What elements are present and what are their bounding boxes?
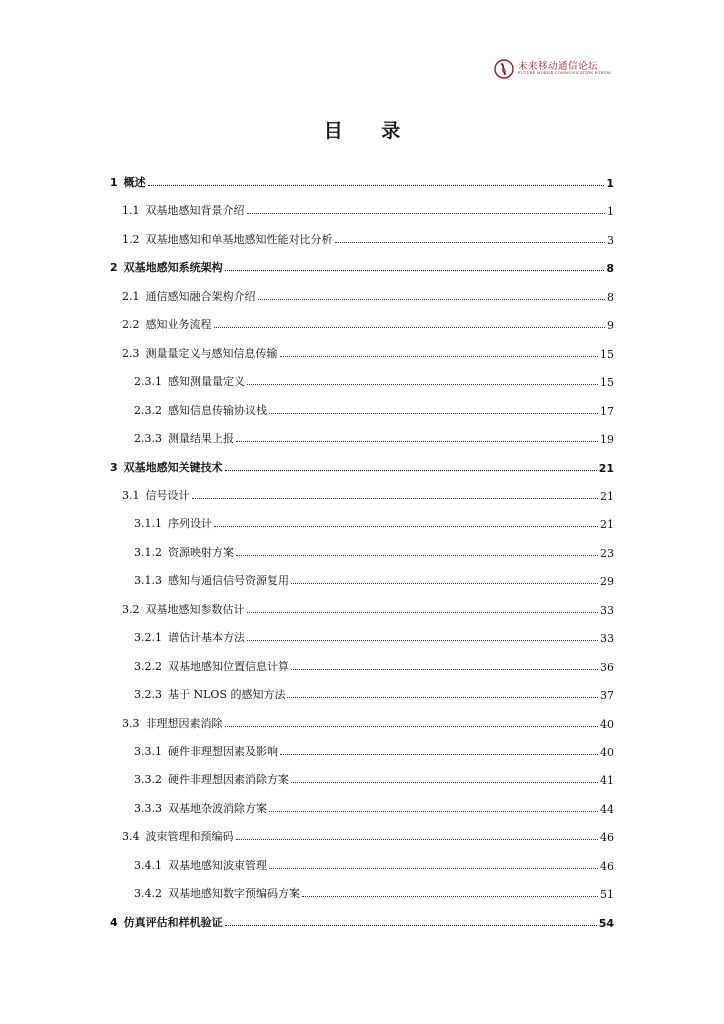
- toc-dot-leader: [236, 441, 598, 442]
- toc-entry-label: 信号设计: [145, 488, 190, 502]
- toc-entry-page: 21: [598, 461, 614, 475]
- toc-entry-label: 资源映射方案: [168, 545, 234, 559]
- toc-entry-label: 感知业务流程: [145, 318, 212, 332]
- toc-entry-number: 3.1.3: [134, 574, 162, 588]
- toc-dot-leader: [269, 811, 598, 812]
- toc-entry-number: 3.3.3: [134, 801, 162, 815]
- toc-dot-leader: [269, 413, 598, 414]
- toc-entry[interactable]: [110, 453, 614, 475]
- toc-entry-page: 46: [600, 831, 614, 845]
- toc-entry[interactable]: [110, 908, 614, 930]
- toc-entry-label: 双基地感知关键技术: [123, 460, 223, 474]
- toc-entry-label: 仿真评估和样机验证: [123, 915, 223, 929]
- toc-dot-leader: [280, 754, 598, 755]
- toc-entry-page: 21: [600, 518, 614, 532]
- toc-entry-label: 双基地感知波束管理: [168, 858, 267, 872]
- toc-entry[interactable]: [134, 680, 614, 702]
- toc-entry-page: 23: [600, 546, 614, 560]
- toc-entry-number: 3.4: [122, 830, 140, 844]
- toc-dot-leader: [280, 356, 599, 357]
- toc-entry-label: 感知测量量定义: [168, 375, 245, 389]
- toc-entry-title: [134, 572, 291, 588]
- toc-entry-title: [134, 629, 247, 645]
- toc-entry[interactable]: [134, 794, 614, 816]
- toc-entry-number: 4: [110, 915, 118, 929]
- toc-entry-label: 概述: [123, 176, 146, 189]
- toc-dot-leader: [291, 782, 598, 783]
- toc-entry-page: 8: [607, 290, 614, 304]
- toc-dot-leader: [258, 299, 606, 300]
- toc-entry-number: 3.3.1: [134, 745, 162, 758]
- toc-entry-title: [134, 515, 214, 531]
- toc-entry-title: [122, 202, 247, 218]
- toc-dot-leader: [291, 669, 598, 670]
- toc-entry-page: 15: [600, 347, 614, 361]
- toc-entry-label: 谱估计基本方法: [168, 631, 245, 645]
- toc-entry-title: [122, 828, 236, 844]
- toc-entry[interactable]: [134, 737, 614, 759]
- forum-logo: [494, 58, 614, 80]
- toc-entry-page: 40: [600, 717, 614, 731]
- toc-dot-leader: [148, 185, 605, 186]
- toc-entry[interactable]: [122, 310, 614, 332]
- toc-entry[interactable]: [134, 509, 614, 531]
- toc-entry-title: [134, 743, 280, 759]
- toc-entry-title: [122, 487, 192, 503]
- toc-entry-page: 3: [607, 233, 614, 247]
- toc-entry-number: 1.1: [122, 204, 140, 218]
- toc-entry-page: 51: [600, 888, 614, 902]
- toc-entry-page: 33: [600, 632, 614, 646]
- toc-entry-title: [134, 771, 291, 787]
- toc-entry-page: 44: [600, 802, 614, 816]
- toc-entry-label: 测量结果上报: [168, 432, 234, 446]
- toc-entry-number: 3.3.2: [134, 773, 162, 787]
- toc-entry-title: [134, 857, 269, 873]
- toc-dot-leader: [225, 470, 597, 471]
- toc-entry-page: 19: [600, 433, 614, 447]
- toc-entry-title: [134, 686, 287, 702]
- toc-entry-label: 双基地感知数字预编码方案: [168, 887, 300, 901]
- toc-entry-number: 2.2: [122, 318, 140, 332]
- toc-entry[interactable]: [122, 339, 614, 361]
- toc-entry-title: [134, 885, 302, 901]
- toc-entry-number: 3.1.2: [134, 545, 162, 559]
- toc-entry-page: 36: [600, 660, 614, 674]
- toc-entry-title: [122, 345, 280, 361]
- toc-entry-title: [122, 601, 247, 617]
- toc-entry-label: 硬件非理想因素消除方案: [168, 773, 289, 787]
- toc-dot-leader: [214, 526, 598, 527]
- toc-entry-title: [134, 800, 269, 816]
- toc-entry-title: [110, 914, 225, 930]
- toc-entry-number: 3.4.2: [134, 887, 162, 901]
- toc-entry-number: 3.1: [122, 488, 140, 502]
- toc-entry-label: 双基地感知背景介绍: [145, 204, 245, 218]
- toc-entry[interactable]: [122, 595, 614, 617]
- toc-dot-leader: [236, 555, 598, 556]
- toc-entry-label: 双基地杂波消除方案: [168, 801, 267, 815]
- toc-entry-title: [134, 373, 247, 389]
- toc-entry-title: [122, 231, 335, 247]
- toc-dot-leader: [335, 242, 606, 243]
- toc-entry-title: [122, 316, 214, 332]
- toc-entry-page: 29: [600, 575, 614, 589]
- toc-dot-leader: [269, 868, 598, 869]
- toc-entry-title: [122, 288, 258, 304]
- toc-dot-leader: [225, 270, 605, 271]
- toc-entry-number: 2.3.2: [134, 403, 162, 417]
- toc-entry[interactable]: [134, 652, 614, 674]
- toc-entry-number: 3.4.1: [134, 858, 162, 872]
- toc-entry-label: 双基地感知参数估计: [145, 602, 245, 616]
- toc-entry-label: 基于 NLOS 的感知方法: [168, 688, 286, 702]
- toc-entry-title: [134, 544, 236, 560]
- toc-entry-title: [110, 174, 148, 190]
- toc-entry[interactable]: [134, 879, 614, 901]
- toc-entry[interactable]: [134, 851, 614, 873]
- toc-entry-number: 3.3: [122, 716, 140, 730]
- page-title: 目 录: [323, 120, 417, 142]
- toc-dot-leader: [236, 839, 599, 840]
- toc-entry-label: 双基地感知系统架构: [123, 261, 223, 275]
- toc-entry-title: [134, 430, 236, 446]
- toc-entry-title: [122, 715, 225, 731]
- toc-dot-leader: [291, 583, 598, 584]
- toc-entry-number: 2.3: [122, 346, 140, 360]
- toc-entry[interactable]: [110, 168, 614, 190]
- toc-dot-leader: [247, 384, 598, 385]
- toc-entry[interactable]: [122, 225, 614, 247]
- toc-entry[interactable]: [134, 623, 614, 645]
- toc-entry-page: 17: [600, 404, 614, 418]
- toc-entry[interactable]: [134, 367, 614, 389]
- toc-entry-label: 硬件非理想因素及影响: [168, 745, 278, 758]
- toc-entry-page: 1: [606, 177, 614, 190]
- toc-entry-title: [110, 459, 225, 475]
- toc-entry-label: 双基地感知和单基地感知性能对比分析: [145, 232, 333, 246]
- toc-entry[interactable]: [134, 396, 614, 418]
- toc-entry-label: 感知信息传输协议栈: [168, 403, 267, 417]
- toc-entry-number: 1.2: [122, 232, 140, 246]
- toc-entry[interactable]: [122, 481, 614, 503]
- toc-entry-label: 波束管理和预编码: [145, 830, 234, 844]
- toc-entry-number: 3.1.1: [134, 517, 162, 531]
- toc-dot-leader: [302, 896, 598, 897]
- toc-entry-number: 3.2.1: [134, 631, 162, 645]
- toc-entry-number: 3: [110, 460, 118, 474]
- toc-entry[interactable]: [122, 196, 614, 218]
- toc-entry[interactable]: [134, 424, 614, 446]
- toc-entry-number: 2.1: [122, 289, 140, 303]
- toc-entry-number: 2.3.3: [134, 432, 162, 446]
- toc-entry[interactable]: [122, 282, 614, 304]
- toc-entry-title: [134, 658, 291, 674]
- toc-dot-leader: [247, 213, 606, 214]
- toc-entry[interactable]: [110, 253, 614, 275]
- toc-entry[interactable]: [134, 538, 614, 560]
- toc-entry-number: 1: [110, 176, 118, 189]
- toc-entry-page: 8: [606, 262, 614, 276]
- toc-entry[interactable]: [122, 709, 614, 731]
- toc-entry[interactable]: [134, 566, 614, 588]
- toc-entry-label: 感知与通信信号资源复用: [168, 574, 289, 588]
- toc-entry-label: 测量量定义与感知信息传输: [145, 346, 278, 360]
- logo-english-name: FUTURE MOBILE COMMUNICATION FORUM: [518, 71, 611, 76]
- toc-entry-page: 33: [600, 603, 614, 617]
- toc-entry[interactable]: [134, 765, 614, 787]
- toc-dot-leader: [225, 726, 599, 727]
- toc-entry-page: 21: [600, 489, 614, 503]
- toc-entry-number: 2: [110, 261, 118, 275]
- toc-entry-page: 40: [600, 746, 614, 759]
- toc-entry-number: 2.3.1: [134, 375, 162, 389]
- toc-entry[interactable]: [122, 822, 614, 844]
- forum-logo-icon: [494, 59, 514, 79]
- toc-entry-label: 通信感知融合架构介绍: [145, 289, 256, 303]
- toc-entry-page: 15: [600, 376, 614, 390]
- toc-entry-page: 9: [607, 319, 614, 333]
- toc-entry-number: 3.2: [122, 602, 140, 616]
- toc-entry-label: 双基地感知位置信息计算: [168, 659, 289, 673]
- toc-entry-page: 1: [607, 205, 614, 219]
- toc-entry-page: 54: [598, 916, 614, 930]
- toc-dot-leader: [192, 498, 599, 499]
- toc-entry-label: 非理想因素消除: [145, 716, 223, 730]
- toc-entry-title: [110, 259, 225, 275]
- logo-chinese-name: 未来移动通信论坛: [518, 60, 599, 72]
- toc-entry-label: 序列设计: [168, 517, 212, 531]
- toc-entry-title: [134, 402, 269, 418]
- toc-dot-leader: [247, 612, 599, 613]
- toc-dot-leader: [247, 640, 598, 641]
- toc-dot-leader: [214, 327, 606, 328]
- toc-entry-page: 46: [600, 859, 614, 873]
- toc-entry-page: 37: [600, 689, 614, 703]
- toc-entry-page: 41: [600, 774, 614, 788]
- toc-entry-number: 3.2.2: [134, 659, 162, 673]
- toc-entry-number: 3.2.3: [134, 688, 162, 702]
- toc-dot-leader: [225, 925, 597, 926]
- toc-dot-leader: [287, 697, 598, 698]
